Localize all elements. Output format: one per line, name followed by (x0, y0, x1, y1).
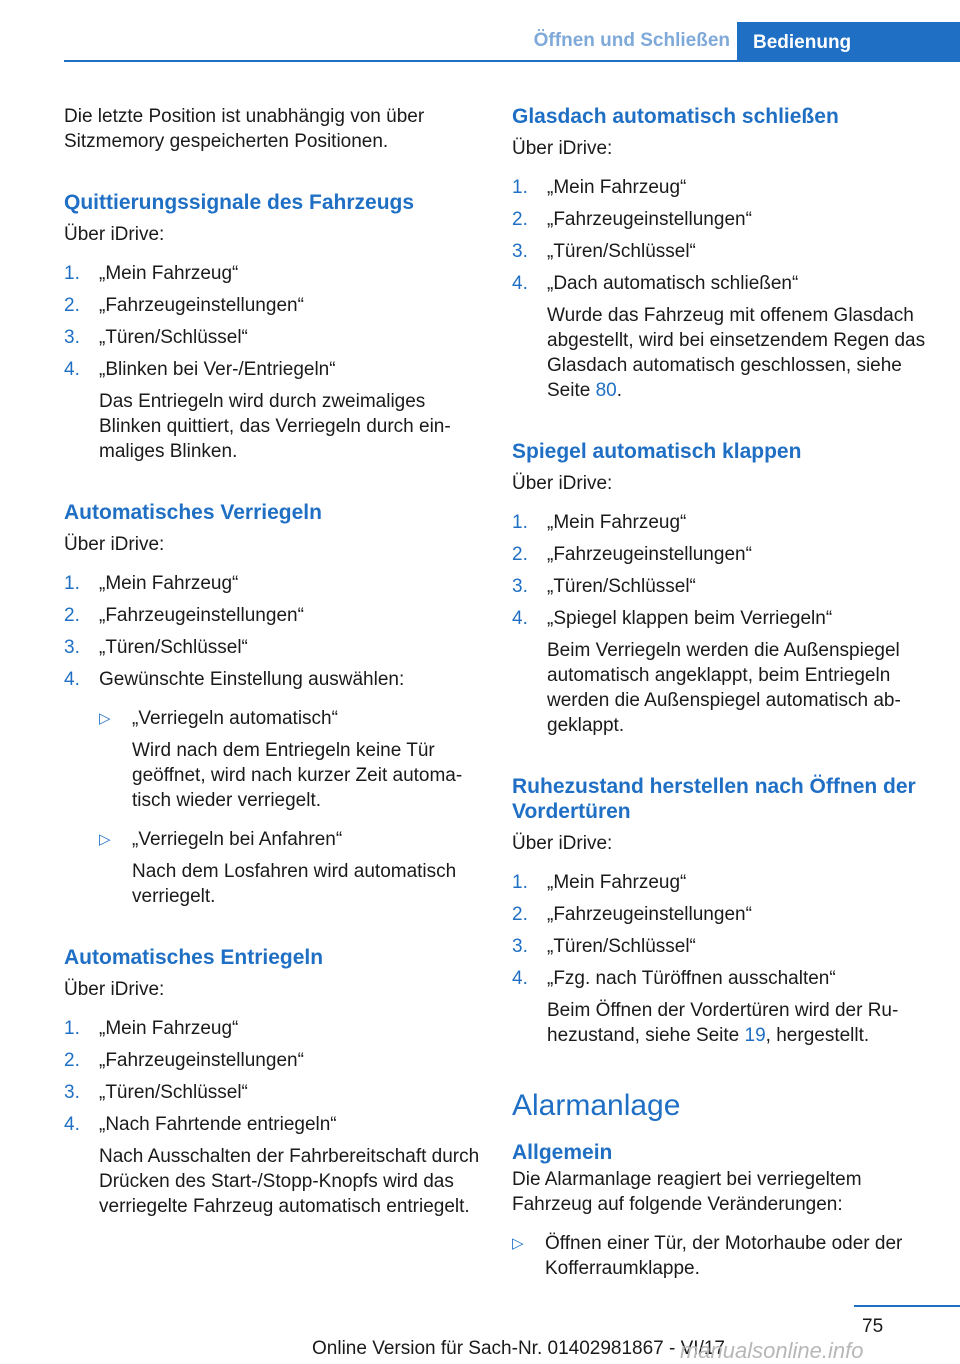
right-column (512, 104, 932, 1281)
page-link[interactable]: 19 (744, 1025, 766, 1046)
list-item: 3. „Türen/Schlüssel“ (64, 1082, 248, 1103)
list-item: 3. „Türen/Schlüssel“ (64, 327, 248, 348)
list-item: 2. „Fahrzeugeinstellungen“ (64, 295, 304, 316)
step-note: Beim Verriegeln werden die Außenspiegel automatisch angeklappt, beim Entriegeln werden die Außenspiegel automatisch abgeklappt. (547, 640, 901, 736)
step-note: Wurde das Fahrzeug mit offenem Glasdach abgestellt, wird bei einsetzendem Regen das Glasdach automatisch geschlossen, siehe Seite 80. (547, 305, 926, 401)
list-item: 4. „Spiegel klappen beim Verriegeln“ Beim Verriegeln werden die Außenspiegel automatisch angeklappt, beim Entriegeln werden die Außenspiegel automatisch abgeklappt. (512, 606, 932, 738)
option-item: ▷ „Verriegeln automatisch“ Wird nach dem Entriegeln keine Tür geöffnet, wird nach kurzer Zeit automatisch wieder verriegelt. (99, 708, 463, 811)
alarm-text: Die Alarmanlage reagiert bei verriegeltem Fahrzeug auf folgende Veränderungen: (512, 1169, 862, 1215)
header-tab: Bedienung (737, 22, 960, 62)
steps-glasdach (512, 175, 932, 403)
left-column (64, 104, 484, 1219)
footer-rule (854, 1305, 960, 1307)
page-number: 75 (862, 1316, 884, 1337)
via-idrive: Über iDrive: (512, 833, 613, 854)
list-item: 4. „Dach automatisch schließen“ Wurde das Fahrzeug mit offenem Glasdach abgestellt, wird bei einsetzendem Regen das Glasdach automatisch geschlossen, siehe Seite 80. (512, 271, 932, 403)
step-note: Nach Ausschalten der Fahrbereitschaft durch Drücken des Start-/Stopp-Knopfs wird das verriegelte Fahrzeug automatisch entriegelt. (99, 1146, 480, 1217)
list-item: 2. „Fahrzeugeinstellungen“ (512, 544, 752, 565)
triangle-bullet-icon: ▷ (99, 710, 111, 727)
via-idrive: Über iDrive: (64, 534, 165, 555)
list-item: 3. „Türen/Schlüssel“ (512, 241, 696, 262)
list-item: 4. „Fzg. nach Türöffnen ausschalten“ Beim Öffnen der Vordertüren wird der Ruhezustand, siehe Seite 19, hergestellt. (512, 966, 932, 1048)
heading-glasdach: Glasdach automatisch schließen (512, 105, 839, 128)
list-item: 1. „Mein Fahrzeug“ (64, 573, 239, 594)
steps-entriegeln (64, 1016, 484, 1219)
step-note: Beim Öffnen der Vordertüren wird der Ruhezustand, siehe Seite 19, hergestellt. (547, 1000, 899, 1046)
header-section-title: Öffnen und Schließen (533, 30, 730, 51)
via-idrive: Über iDrive: (512, 138, 613, 159)
via-idrive: Über iDrive: (64, 224, 165, 245)
list-item: 2. „Fahrzeugeinstellungen“ (64, 1050, 304, 1071)
triangle-bullet-icon: ▷ (512, 1235, 524, 1252)
intro-text: Die letzte Position ist unabhängig von über Sitzmemory gespeicherten Positionen. (64, 106, 425, 152)
header-rule (64, 60, 960, 62)
list-item: 2. „Fahrzeugeinstellungen“ (512, 209, 752, 230)
list-item: 4. Gewünschte Einstellung auswählen: ▷ „Verriegeln automatisch“ Wird nach dem Entriegeln keine Tür geöffnet, wird nach kurzer Zeit automatisch wieder verriegelt. ▷ „Verriegeln bei Anfahren“ Nach dem Losfahren wird automatisch verriegelt. (64, 667, 484, 909)
list-item: ▷ Öffnen einer Tür, der Motorhaube oder der Kofferraumklappe. (512, 1233, 903, 1279)
list-item: 4. „Blinken bei Ver-/Entriegeln“ Das Entriegeln wird durch zweimaliges Blinken quittiert, das Verriegeln durch einmaliges Blinken. (64, 357, 484, 464)
option-item: ▷ „Verriegeln bei Anfahren“ Nach dem Losfahren wird automatisch verriegelt. (99, 829, 457, 907)
step-note: Das Entriegeln wird durch zweimaliges Blinken quittiert, das Verriegeln durch einmaliges Blinken. (99, 391, 451, 462)
list-item: 1. „Mein Fahrzeug“ (64, 1018, 239, 1039)
list-item: 3. „Türen/Schlüssel“ (512, 936, 696, 957)
list-item: 2. „Fahrzeugeinstellungen“ (512, 904, 752, 925)
via-idrive: Über iDrive: (512, 473, 613, 494)
list-item: 1. „Mein Fahrzeug“ (64, 263, 239, 284)
via-idrive: Über iDrive: (64, 979, 165, 1000)
steps-spiegel (512, 510, 932, 738)
list-item: 1. „Mein Fahrzeug“ (512, 177, 687, 198)
steps-quittierung (64, 261, 484, 464)
list-item: 1. „Mein Fahrzeug“ (512, 512, 687, 533)
heading-alarmanlage: Alarmanlage (512, 1089, 681, 1122)
list-item: 3. „Türen/Schlüssel“ (512, 576, 696, 597)
list-item: 2. „Fahrzeugeinstellungen“ (64, 605, 304, 626)
steps-ruhezustand (512, 870, 932, 1048)
heading-ruhezustand: Ruhezustand herstellen nach Öffnen der Vordertüren (512, 775, 916, 823)
watermark: manualsonline.info (680, 1338, 864, 1363)
heading-auto-entriegeln: Automatisches Entriegeln (64, 946, 324, 969)
page-link[interactable]: 80 (595, 380, 617, 401)
heading-auto-verriegeln: Automatisches Verriegeln (64, 501, 322, 524)
footer-version-text: Online Version für Sach-Nr. 01402981867 - VI/17 (312, 1338, 725, 1359)
list-item: 4. „Nach Fahrtende entriegeln“ Nach Ausschalten der Fahrbereitschaft durch Drücken des Start-/Stopp-Knopfs wird das verriegelte Fahrzeug automatisch entriegelt. (64, 1112, 484, 1219)
list-item: 3. „Türen/Schlüssel“ (64, 637, 248, 658)
heading-spiegel: Spiegel automatisch klappen (512, 440, 802, 463)
list-item: 1. „Mein Fahrzeug“ (512, 872, 687, 893)
heading-quittierung: Quittierungssignale des Fahrzeugs (64, 191, 415, 214)
triangle-bullet-icon: ▷ (99, 831, 111, 848)
heading-allgemein: Allgemein (512, 1141, 613, 1164)
steps-verriegeln (64, 571, 484, 909)
